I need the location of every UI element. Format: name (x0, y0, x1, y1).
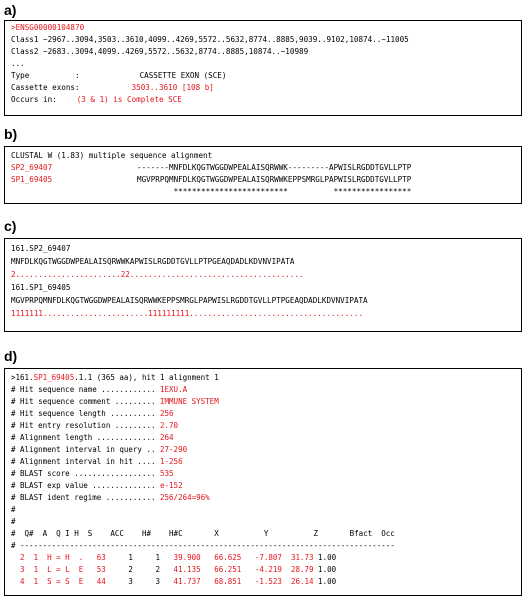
q-num: 3 (11, 565, 25, 574)
class1-line: Class1 ~2967..3094,3503..3610,4099..4269,5572..5632,8774..8885,9039..9102,10874..~11005 (11, 35, 409, 44)
hc-num: 2 (132, 565, 161, 574)
comment-hash: # (11, 505, 16, 514)
x-coord: 39.900 (160, 553, 201, 562)
field-row (11, 493, 210, 502)
table-header: # Q# A Q I H S ACC H# H#C X Y Z Bfact Occ (11, 529, 395, 538)
exons-value: 3503..3610 [108 b] (131, 83, 214, 92)
field-value: 2.70 (160, 421, 179, 430)
z-coord: -4.219 (241, 565, 282, 574)
panel-d-box (4, 368, 522, 596)
q-num: 2 (11, 553, 25, 562)
seq-name: SP2_69407 (11, 163, 53, 172)
bfact: 31.73 (281, 553, 314, 562)
panel-a-label: a) (4, 2, 17, 18)
type-value: CASSETTE EXON (SCE) (139, 71, 227, 80)
field-value: IMMUNE SYSTEM (160, 397, 219, 406)
panel-a-box (4, 20, 522, 116)
hit-header-prefix: >161. (11, 373, 34, 382)
field-value: 535 (160, 469, 174, 478)
hc-num: 1 (132, 553, 161, 562)
panel-b-label: b) (4, 126, 18, 142)
field-row (11, 397, 219, 406)
panel-c-box (4, 238, 522, 332)
field-label: # Alignment interval in query .. (11, 445, 161, 454)
seq: -------MNFDLKQGTWGGDWPEALAISQRWWK---------APWISLRGDDTGVLLPTP (137, 163, 412, 172)
type-label: Type : (11, 71, 80, 80)
entry-marks: 1111111.......................111111111...................................... (11, 309, 364, 318)
ellipsis: ... (11, 59, 25, 68)
occurs-value: (3 & 1) is Complete SCE (76, 95, 182, 104)
q-num: 4 (11, 577, 25, 586)
residues: S = S E (38, 577, 84, 586)
field-label: # BLAST exp value .............. (11, 481, 161, 490)
field-value: 256/264=96% (160, 493, 210, 502)
field-row (11, 409, 174, 418)
alignment-row (11, 163, 411, 172)
z-coord: -1.523 (241, 577, 282, 586)
field-value: 256 (160, 409, 174, 418)
field-label: # Hit sequence name ............ (11, 385, 161, 394)
a-num: 1 (24, 565, 39, 574)
field-row (11, 457, 183, 466)
field-value: 27-290 (160, 445, 188, 454)
table-row (11, 565, 336, 574)
y-coord: 68.851 (200, 577, 242, 586)
entry-seq: MGVPRPQMNFDLKQGTWGGDWPEALAISQRWWKEPPSMRGLPAPWISLRGDDTGVLLPTPGEAQDADLKDVNVIPATA (11, 296, 368, 305)
hc-num: 3 (132, 577, 161, 586)
entry-name: 161.SP1_69405 (11, 283, 71, 292)
occurs-row (11, 95, 182, 104)
table-row (11, 553, 336, 562)
a-num: 1 (24, 553, 39, 562)
acc: 53 (83, 565, 106, 574)
seq: MGVPRPQMNFDLKQGTWGGDWPEALAISQRWWKEPPSMRGLPAPWISLRGDDTGVLLPTP (137, 175, 412, 184)
z-coord: -7.807 (241, 553, 282, 562)
alignment-row (11, 175, 411, 184)
bfact: 26.14 (281, 577, 314, 586)
acc: 63 (83, 553, 106, 562)
consensus-row (11, 187, 411, 196)
field-value: 1-256 (160, 457, 183, 466)
type-row (11, 71, 226, 80)
y-coord: 66.625 (200, 553, 242, 562)
hit-header (11, 373, 219, 382)
table-row (11, 577, 336, 586)
h-num: 1 (105, 553, 133, 562)
field-label: # BLAST score .................. (11, 469, 161, 478)
field-label: # BLAST ident regime ........... (11, 493, 161, 502)
hit-header-rest: .1.1 (365 aa), hit 1 alignment 1 (74, 373, 219, 382)
field-label: # Alignment interval in hit .... (11, 457, 161, 466)
acc: 44 (83, 577, 106, 586)
field-row (11, 385, 187, 394)
occ: 1.00 (313, 577, 337, 586)
occurs-label: Occurs in: (11, 95, 57, 104)
h-num: 2 (105, 565, 133, 574)
field-value: 1EXU.A (160, 385, 188, 394)
field-row (11, 445, 187, 454)
field-row (11, 433, 174, 442)
exons-label: Cassette exons: (11, 83, 80, 92)
field-label: # Hit sequence comment ......... (11, 397, 161, 406)
gene-id: >ENSG00000104870 (11, 23, 85, 32)
field-label: # Hit sequence length .......... (11, 409, 161, 418)
residues: L = L E (38, 565, 84, 574)
entry-marks: 2.......................22...................................... (11, 270, 304, 279)
comment-hash: # (11, 517, 16, 526)
field-row (11, 481, 183, 490)
a-num: 1 (24, 577, 39, 586)
entry-name: 161.SP2_69407 (11, 244, 71, 253)
occ: 1.00 (313, 565, 337, 574)
panel-d-label: d) (4, 348, 18, 364)
field-value: e-152 (160, 481, 183, 490)
consensus: ************************* ***************** (137, 187, 412, 196)
table-rule: # ----------------------------------------------------------------------------------- (11, 541, 395, 550)
seq-name: SP1_69405 (11, 175, 53, 184)
field-value: 264 (160, 433, 174, 442)
x-coord: 41.135 (160, 565, 201, 574)
panel-c-label: c) (4, 218, 17, 234)
field-row (11, 421, 178, 430)
residues: H = H . (38, 553, 84, 562)
class2-line: Class2 ~2683..3094,4099..4269,5572..5632,8774..8885,10874..~10989 (11, 47, 309, 56)
x-coord: 41.737 (160, 577, 201, 586)
clustal-header: CLUSTAL W (1.83) multiple sequence alignment (11, 151, 213, 160)
field-label: # Alignment length ............. (11, 433, 161, 442)
panel-b-box (4, 146, 522, 204)
bfact: 28.79 (281, 565, 314, 574)
hit-header-id: SP1_69405 (33, 373, 75, 382)
h-num: 3 (105, 577, 133, 586)
y-coord: 66.251 (200, 565, 242, 574)
field-label: # Hit entry resolution ......... (11, 421, 161, 430)
field-row (11, 469, 174, 478)
entry-seq: MNFDLKQGTWGGDWPEALAISQRWWKAPWISLRGDDTGVLLPTPGEAQDADLKDVNVIPATA (11, 257, 295, 266)
exons-row (11, 83, 214, 92)
occ: 1.00 (313, 553, 337, 562)
